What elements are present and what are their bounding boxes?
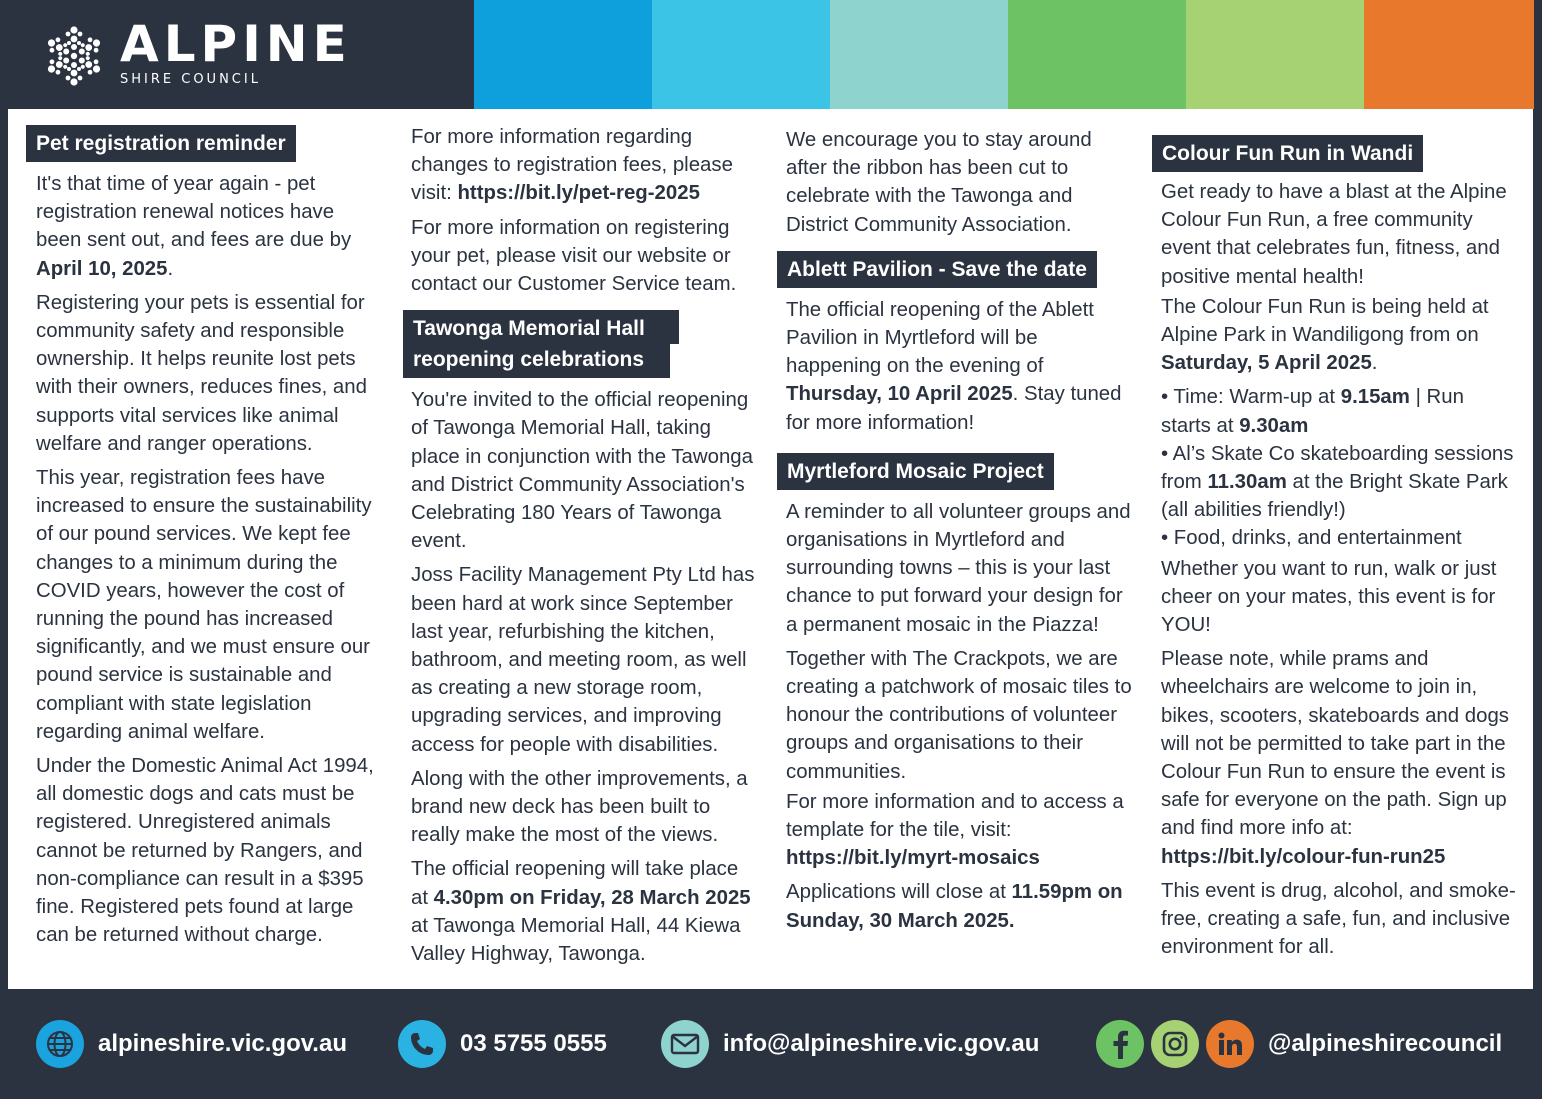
snowflake-icon (34, 20, 114, 92)
paragraph: Under the Domestic Animal Act 1994, all domestic dogs and cats must be registered. Unregistered animals cannot be returned by Rangers, and non-compliance can result in a $395 fine. Registered pets found at large can be returned without charge. (36, 755, 374, 947)
paragraph: The official reopening of the Ablett Pavilion in Myrtleford will be happening on the evening of Thursday, 10 April 2025. Stay tuned for more information! (786, 298, 1122, 434)
content-panel (8, 109, 1533, 989)
paragraph: Joss Facility Management Pty Ltd has been hard at work since September last year, refurbishing the kitchen, bathroom, and meeting room, as well as creating a new storage room, upgrading services, and improving access for people with disabilities. (411, 564, 755, 756)
link-pet-reg[interactable]: https://bit.ly/pet-reg-2025 (457, 182, 700, 205)
paragraph: Registering your pets is essential for community safety and responsible ownership. It helps reunite lost pets with their owners, reduces fines, and supports vital services like animal welfare and ranger operations. (36, 291, 367, 455)
header-stripe (830, 0, 1008, 109)
paragraph: Get ready to have a blast at the Alpine Colour Fun Run, a free community event that celebrates fun, fitness, and positive mental health! (1161, 181, 1507, 288)
header-stripe (1008, 0, 1186, 109)
header-stripe (652, 0, 830, 109)
footer-phone-text: 03 5755 0555 (460, 1030, 607, 1057)
column-pet-registration (26, 125, 381, 949)
bullet-item: • Food, drinks, and entertainment (1161, 527, 1462, 550)
page-header (0, 0, 1542, 109)
paragraph: It's that time of year again - pet registration renewal notices have been sent out, and fees are due by April 10, 2025. (36, 173, 352, 280)
alpine-shire-logo (34, 15, 374, 94)
footer-website[interactable] (36, 1020, 347, 1068)
paragraph: Whether you want to run, walk or just cheer on your mates, this event is for YOU! (1161, 557, 1497, 637)
paragraph: Together with The Crackpots, we are creating a patchwork of mosaic tiles to honour the contributions of volunteer groups and organisations to their communities. (786, 647, 1132, 783)
link-colour-fun-run[interactable]: https://bit.ly/colour-fun-run25 (1161, 845, 1446, 868)
paragraph: For more information and to access a template for the tile, visit: https://bit.ly/myrt-mosaics (786, 790, 1124, 870)
section-heading: Tawonga Memorial Hall reopening celebrations (403, 310, 758, 378)
paragraph: This event is drug, alcohol, and smoke-free, creating a safe, fun, and inclusive environment for all. (1161, 879, 1516, 959)
column-ablett-mosaic (777, 126, 1137, 935)
paragraph: The official reopening will take place at 4.30pm on Friday, 28 March 2025 at Tawonga Memorial Hall, 44 Kiewa Valley Highway, Tawonga. (411, 858, 751, 966)
facebook-icon[interactable] (1096, 1020, 1144, 1068)
paragraph: You're invited to the official reopening of Tawonga Memorial Hall, taking place in conjunction with the Tawonga and District Community Association's Celebrating 180 Years of Tawonga event. (411, 389, 753, 553)
header-stripe (1186, 0, 1364, 109)
footer-phone[interactable] (398, 1020, 607, 1068)
logo-name: ALPINE (120, 15, 352, 73)
paragraph: Along with the other improvements, a brand new deck has been built to really make the most of the views. (411, 767, 748, 847)
linkedin-icon[interactable] (1206, 1020, 1254, 1068)
paragraph: The Colour Fun Run is being held at Alpine Park in Wandiligong from on Saturday, 5 April 2025. (1161, 295, 1489, 375)
bullet-item: • Time: Warm-up at 9.15am | Run starts at 9.30am (1161, 386, 1464, 437)
paragraph: Applications will close at 11.59pm on Sunday, 30 March 2025. (786, 881, 1123, 932)
paragraph: We encourage you to stay around after the ribbon has been cut to celebrate with the Tawonga and District Community Association. (786, 129, 1092, 236)
footer-social[interactable] (1096, 1020, 1502, 1068)
footer-email[interactable] (661, 1020, 1039, 1068)
section-heading: Colour Fun Run in Wandi (1152, 135, 1423, 172)
bullet-item: • Al’s Skate Co skateboarding sessions from 11.30am at the Bright Skate Park (all abilities friendly!) (1161, 442, 1514, 522)
phone-icon (398, 1020, 446, 1068)
header-stripe (474, 0, 652, 109)
footer-social-text: @alpineshirecouncil (1268, 1030, 1503, 1057)
instagram-icon[interactable] (1151, 1020, 1199, 1068)
paragraph: For more information regarding changes to registration fees, please visit: https://bit.ly/pet-reg-2025 (411, 126, 733, 205)
globe-icon (36, 1020, 84, 1068)
footer-email-text: info@alpineshire.vic.gov.au (723, 1030, 1040, 1057)
column-colour-fun-run (1152, 135, 1518, 961)
paragraph: For more information on registering your pet, please visit our website or contact our Customer Service team. (411, 216, 737, 296)
section-heading: Myrtleford Mosaic Project (777, 453, 1054, 490)
section-heading: Ablett Pavilion - Save the date (777, 251, 1097, 288)
section-heading: Pet registration reminder (26, 125, 296, 162)
paragraph: Please note, while prams and wheelchairs are welcome to join in, bikes, scooters, skateboards and dogs will not be permitted to take part in the Colour Fun Run to ensure the event is safe for everyone on the path. Sign up and find more info at: https://bit.ly/colour-fun-run25 (1161, 648, 1509, 868)
paragraph: A reminder to all volunteer groups and organisations in Myrtleford and surrounding towns – this is your last chance to put forward your design for a permanent mosaic in the Piazza! (786, 500, 1131, 636)
paragraph: This year, registration fees have increased to ensure the sustainability of our pound services. We kept fee changes to a minimum during the COVID years, however the cost of running the pound has increased significantly, and we must ensure our pound service is sustainable and compliant with state legislation regarding animal welfare. (36, 467, 372, 743)
footer-website-text: alpineshire.vic.gov.au (98, 1030, 347, 1057)
column-tawonga-hall (403, 123, 758, 968)
header-stripe (1364, 0, 1534, 109)
mail-icon (661, 1020, 709, 1068)
logo-subtitle: SHIRE COUNCIL (120, 72, 261, 87)
link-myrt-mosaics[interactable]: https://bit.ly/myrt-mosaics (786, 847, 1040, 870)
